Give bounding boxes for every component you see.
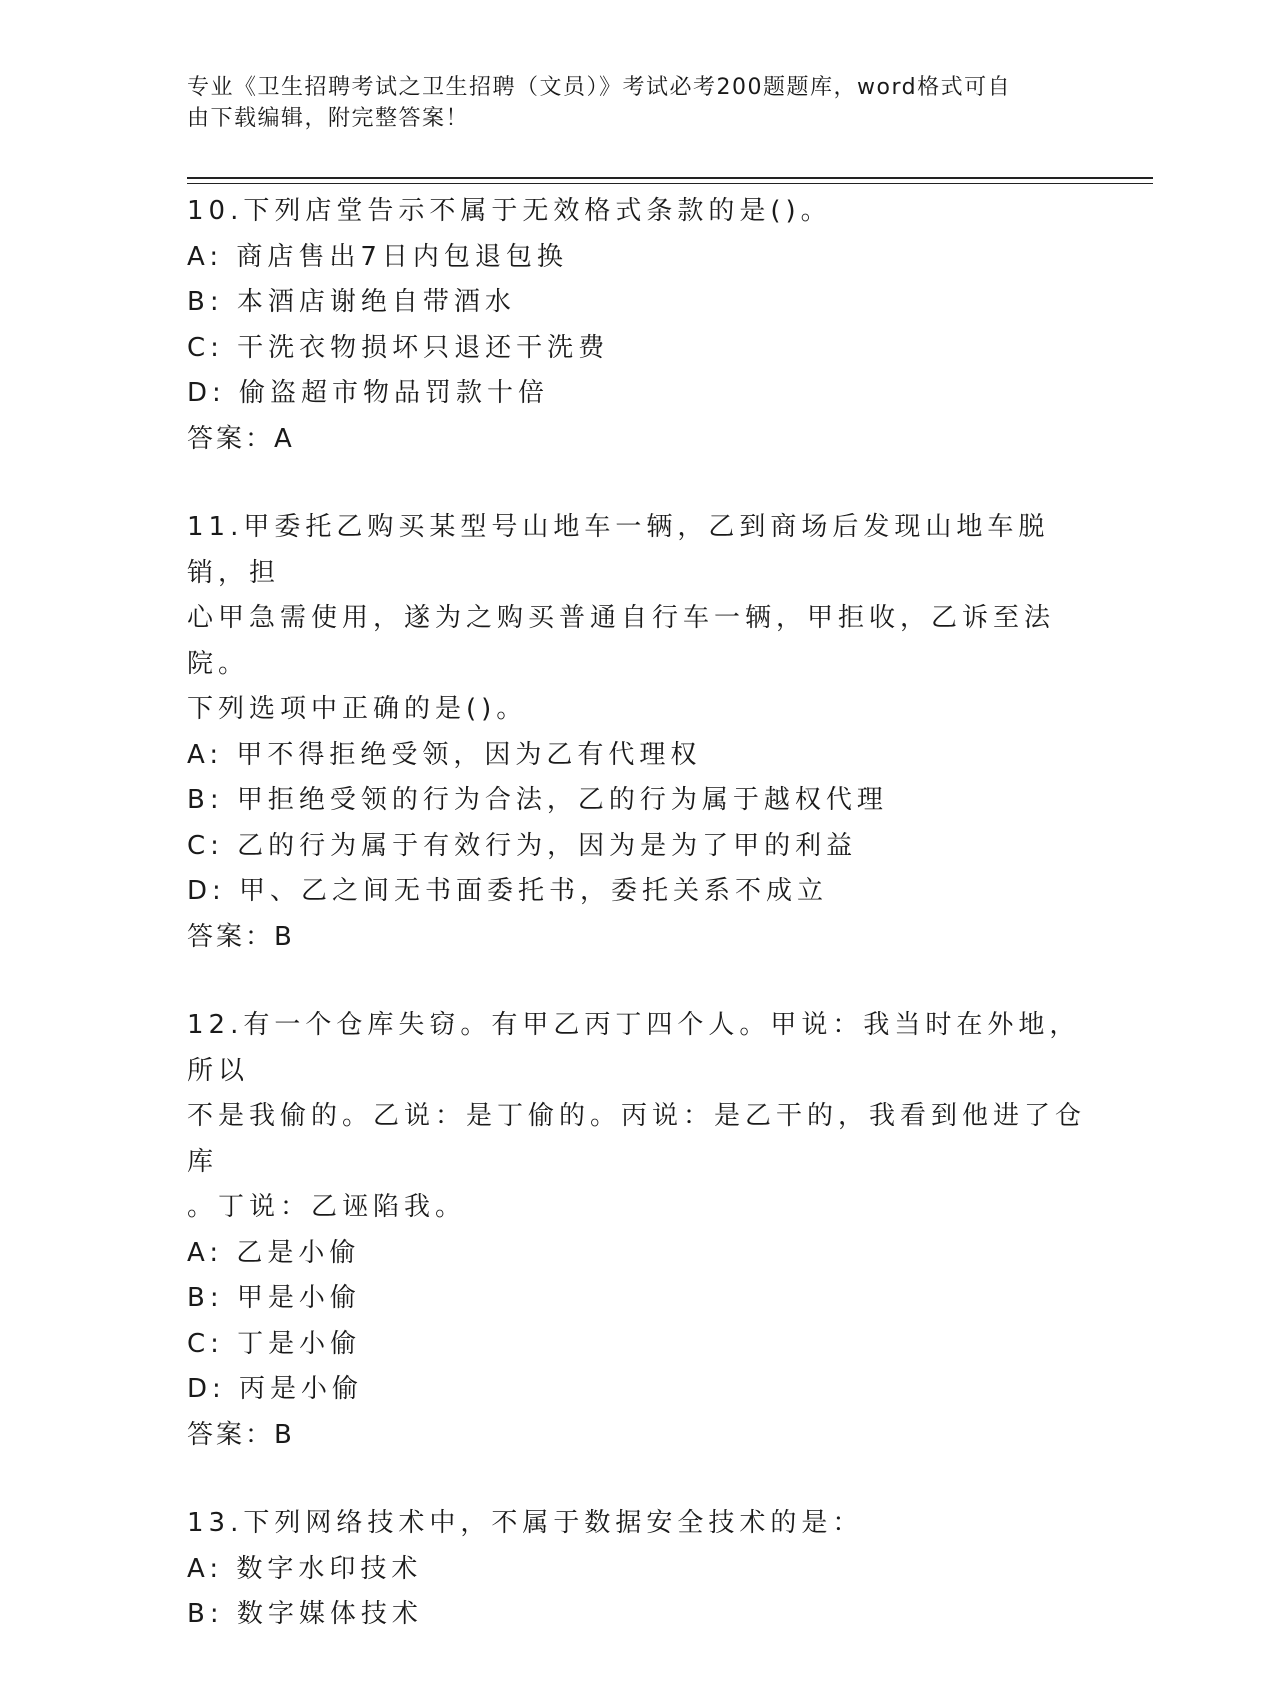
header-line-2: 由下载编辑，附完整答案！ (187, 106, 470, 131)
question-stem-line-3: 。丁说：乙诬陷我。 (187, 1192, 467, 1222)
option-c: C: 干洗衣物损坏只退还干洗费 (187, 332, 610, 363)
option-a: A: 甲不得拒绝受领，因为乙有代理权 (187, 739, 702, 770)
question-stem-line-1: 12.有一个仓库失窃。有甲乙丙丁四个人。甲说：我当时在外地，所以 (187, 1010, 1081, 1086)
question-11 (187, 505, 1087, 960)
question-stem-line-1: 11.甲委托乙购买某型号山地车一辆，乙到商场后发现山地车脱销，担 (187, 512, 1050, 588)
option-b: B: 本酒店谢绝自带酒水 (187, 287, 516, 317)
answer: 答案：B (187, 921, 295, 952)
option-c: C: 丁是小偷 (187, 1328, 362, 1359)
option-d: D: 甲、乙之间无书面委托书，委托关系不成立 (187, 876, 829, 906)
option-d: D: 丙是小偷 (187, 1374, 364, 1404)
question-stem-line-2: 心甲急需使用，遂为之购买普通自行车一辆，甲拒收，乙诉至法院。 (187, 603, 1056, 679)
header-divider-thick (187, 177, 1153, 179)
option-a: A: 数字水印技术 (187, 1553, 423, 1584)
question-stem-line-3: 下列选项中正确的是()。 (187, 694, 528, 724)
option-b: B: 甲拒绝受领的行为合法，乙的行为属于越权代理 (187, 785, 888, 815)
header-divider-thin (187, 183, 1153, 184)
option-a: A: 商店售出7日内包退包换 (187, 241, 568, 272)
question-12 (187, 1003, 1087, 1458)
option-b: B: 数字媒体技术 (187, 1599, 423, 1629)
answer: 答案：B (187, 1419, 295, 1450)
document-header (187, 72, 1067, 134)
option-a: A: 乙是小偷 (187, 1237, 361, 1268)
answer: 答案：A (187, 423, 295, 454)
question-stem: 13.下列网络技术中，不属于数据安全技术的是： (187, 1508, 864, 1538)
option-b: B: 甲是小偷 (187, 1283, 361, 1313)
question-10 (187, 189, 1087, 462)
header-line-1: 专业《卫生招聘考试之卫生招聘（文员）》考试必考200题题库，word格式可自 (187, 75, 1012, 100)
question-list (187, 189, 1087, 1681)
question-stem-line-2: 不是我偷的。乙说：是丁偷的。丙说：是乙干的，我看到他进了仓库 (187, 1101, 1087, 1177)
option-c: C: 乙的行为属于有效行为，因为是为了甲的利益 (187, 830, 858, 861)
option-d: D: 偷盗超市物品罚款十倍 (187, 378, 550, 408)
question-13 (187, 1501, 1087, 1638)
question-stem: 10.下列店堂告示不属于无效格式条款的是()。 (187, 196, 832, 226)
